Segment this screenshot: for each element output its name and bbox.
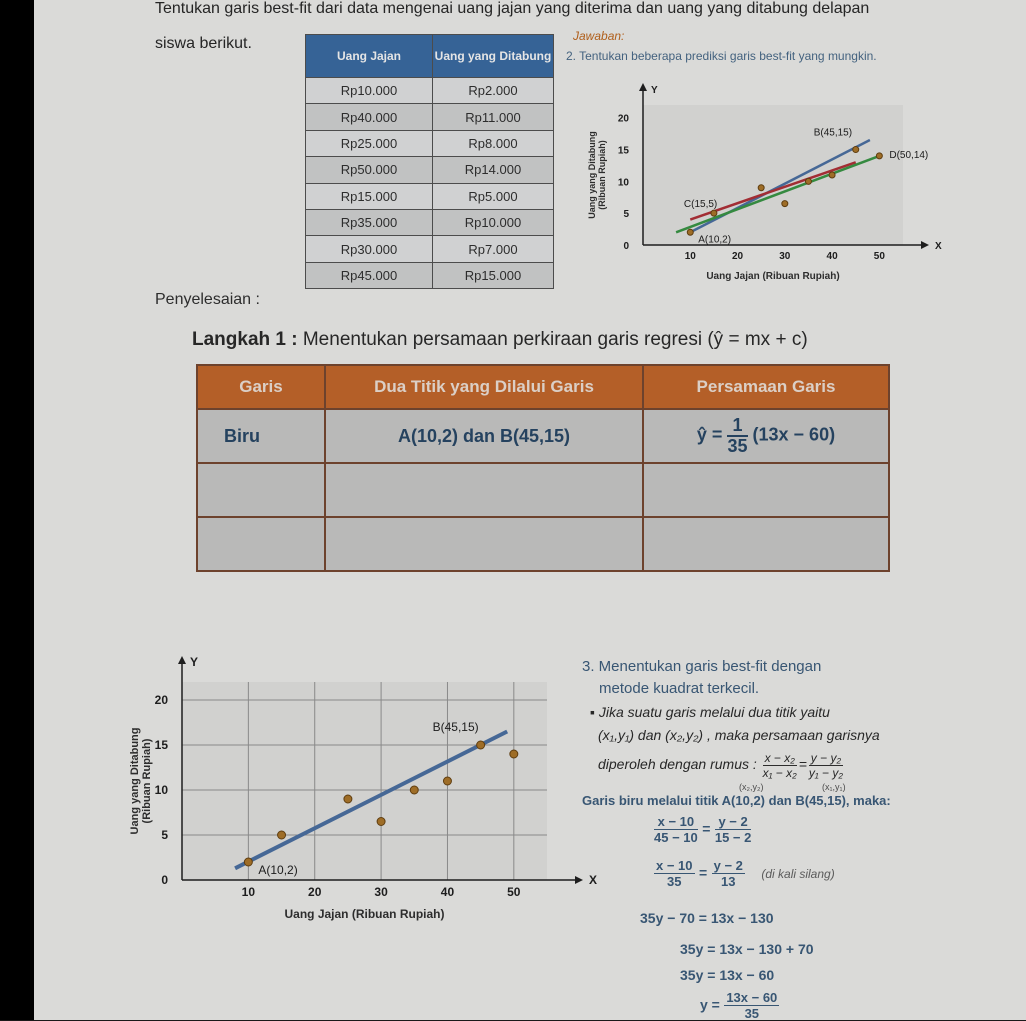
eq2-left-num: x − 10 xyxy=(656,858,693,873)
eq1-left-num: x − 10 xyxy=(654,814,698,830)
table-cell: Rp40.000 xyxy=(306,104,433,130)
table-cell: Rp50.000 xyxy=(306,157,433,183)
table-cell: Rp30.000 xyxy=(306,236,433,262)
x-tick-label: 40 xyxy=(440,885,455,899)
x-tick-label: 20 xyxy=(308,885,322,899)
formula-right-num: y − y₂ xyxy=(810,751,842,765)
y-axis-label-line1: Uang yang Ditabung xyxy=(129,727,141,835)
step1-bold: Langkah 1 : xyxy=(192,329,298,350)
eq2-right xyxy=(712,858,745,889)
x-axis-letter: X xyxy=(589,873,598,887)
y-axis-arrow xyxy=(178,656,186,664)
eq-fraction xyxy=(727,416,747,456)
table-cell xyxy=(643,463,889,517)
table-row xyxy=(197,409,889,463)
eq-prefix: ŷ = xyxy=(696,424,723,445)
table-cell: Rp10.000 xyxy=(306,78,433,104)
tag-x1y1: (x₁,y₁) xyxy=(822,782,846,792)
derivation-line-c: 35y = 13x − 60 xyxy=(680,967,775,983)
origin-label: 0 xyxy=(623,241,629,252)
table-cell: Rp35.000 xyxy=(306,209,433,235)
step3-title-line1: 3. Menentukan garis best-fit dengan xyxy=(582,658,822,675)
eq-num: 1 xyxy=(727,416,747,437)
x-tick-label: 10 xyxy=(684,251,696,262)
line-d-fraction xyxy=(724,990,779,1021)
y-tick-label: 10 xyxy=(617,177,629,189)
eq1-right xyxy=(715,814,752,845)
answer-label: Jawaban: xyxy=(573,29,625,43)
y-tick-label: 20 xyxy=(617,113,629,125)
step3-title xyxy=(582,656,821,700)
chart-best-fit-predictions xyxy=(585,66,950,286)
table-cell: Rp2.000 xyxy=(433,78,554,104)
chart-least-squares-line xyxy=(129,642,598,937)
table-row xyxy=(306,236,554,262)
table-cell: Rp15.000 xyxy=(306,183,433,209)
formula-right-den: y₁ − y₂ xyxy=(808,766,843,780)
eq2-right-den: 13 xyxy=(721,874,736,889)
step1-text: Menentukan persamaan perkiraan garis regresi (ŷ = mx + c) xyxy=(302,329,808,350)
regression-lines-table xyxy=(196,364,890,572)
header-dua-titik: Dua Titik yang Dilalui Garis xyxy=(325,365,643,409)
x-tick-label: 50 xyxy=(507,885,521,899)
y-axis-letter: Y xyxy=(190,655,199,669)
solution-label: Penyelesaian : xyxy=(155,291,260,308)
x-axis-letter: X xyxy=(935,241,942,252)
intro-text-line1: Tentukan garis best-fit dari data mengenai uang jajan yang diterima dan uang yang ditabung delapan xyxy=(155,0,870,17)
y-tick-label: 5 xyxy=(161,828,168,842)
table-row xyxy=(306,262,554,288)
table-cell xyxy=(643,517,889,571)
table-cell: Rp45.000 xyxy=(306,262,433,288)
silang-note: (di kali silang) xyxy=(761,866,835,881)
cell-two-points: A(10,2) dan B(45,15) xyxy=(325,409,643,463)
eq1-left xyxy=(654,814,698,845)
plot-area xyxy=(643,105,903,245)
line-d-num: 13x − 60 xyxy=(726,990,778,1005)
data-point xyxy=(687,229,693,235)
data-point xyxy=(853,147,859,153)
table-row xyxy=(306,209,554,235)
line-d-prefix: y = xyxy=(700,996,720,1013)
equation-1: $\frac{x - 10}{45 - 10}$ = $\frac{y - 2}{15 - 2}$ xyxy=(654,814,752,845)
y-axis-arrow xyxy=(639,83,647,91)
table-cell: Rp5.000 xyxy=(433,183,554,209)
savings-data-table xyxy=(305,34,554,289)
point-annotation: A(10,2) xyxy=(258,863,298,877)
point-annotation: C(15,5) xyxy=(683,199,718,211)
question-2-text: 2. Tentukan beberapa prediksi garis best-fit yang mungkin. xyxy=(566,49,877,63)
table-cell: Rp11.000 xyxy=(433,104,554,130)
tag-x2y2: (x₂,y₂) xyxy=(739,782,764,792)
header-uang-ditabung: Uang yang Ditabung xyxy=(433,35,554,78)
data-point xyxy=(278,831,286,839)
derivation-line-a: 35y − 70 = 13x − 130 xyxy=(640,910,774,926)
table-row xyxy=(306,104,554,130)
point-annotation: B(45,15) xyxy=(432,720,479,734)
plot-area xyxy=(182,682,547,880)
table-row xyxy=(306,157,554,183)
table-row xyxy=(306,78,554,104)
x-tick-label: 30 xyxy=(779,251,791,262)
y-axis-letter: Y xyxy=(651,85,658,96)
derivation-line-b: 35y = 13x − 130 + 70 xyxy=(680,941,814,957)
y-axis-label-line2: (Ribuan Rupiah) xyxy=(141,738,153,824)
formula-left-den: x₁ − x₂ xyxy=(762,766,797,780)
bullet-line1: ▪ Jika suatu garis melalui dua titik yaitu xyxy=(590,704,830,720)
table-cell: Rp7.000 xyxy=(433,236,554,262)
left-black-border xyxy=(0,0,34,1020)
eq1-left-den: 45 − 10 xyxy=(654,830,698,845)
x-tick-label: 10 xyxy=(241,885,256,899)
x-tick-label: 20 xyxy=(731,251,744,262)
header-uang-jajan: Uang Jajan xyxy=(306,35,433,78)
table-cell xyxy=(325,517,643,571)
x-tick-label: 50 xyxy=(873,251,885,262)
table-cell: Rp25.000 xyxy=(306,130,433,156)
point-annotation: A(10,2) xyxy=(698,234,732,246)
derivation-line-d xyxy=(700,990,779,1021)
step1-heading xyxy=(192,329,808,351)
data-point xyxy=(782,201,788,207)
data-point xyxy=(510,750,518,758)
y-tick-label: 15 xyxy=(617,145,629,157)
data-point xyxy=(244,858,252,866)
data-point xyxy=(443,777,451,785)
data-point xyxy=(829,172,835,178)
table-row xyxy=(197,463,889,517)
bullet-line3-text: diperoleh dengan rumus : xyxy=(598,756,757,773)
eq1-right-num: y − 2 xyxy=(715,814,752,830)
origin-label: 0 xyxy=(161,873,168,887)
x-tick-label: 30 xyxy=(374,885,388,899)
eq2-right-num: y − 2 xyxy=(713,858,743,873)
table-row xyxy=(306,183,554,209)
equation-2: $\frac{x - 10}{35}$ = $\frac{y - 2}{13}$ (di kali silang) xyxy=(656,858,835,889)
table-row xyxy=(197,517,889,571)
x-axis-label: Uang Jajan (Ribuan Rupiah) xyxy=(284,907,445,921)
eq-suffix: (13x − 60) xyxy=(752,424,836,445)
y-tick-label: 10 xyxy=(154,783,168,797)
table-cell: Rp15.000 xyxy=(433,262,554,288)
step3-title-line2: metode kuadrat terkecil. xyxy=(599,680,760,697)
header-garis: Garis xyxy=(197,365,325,409)
data-point xyxy=(344,795,352,803)
table-cell xyxy=(197,517,325,571)
table-cell xyxy=(325,463,643,517)
x-axis-arrow xyxy=(921,241,929,249)
data-point xyxy=(377,818,385,826)
formula-left-fraction xyxy=(763,751,797,780)
formula-right-fraction xyxy=(809,751,843,780)
point-annotation: B(45,15) xyxy=(813,127,853,139)
data-point xyxy=(876,153,882,159)
bullet-line2: (x₁,y₁) dan (x₂,y₂) , maka persamaan garisnya xyxy=(598,727,880,743)
cell-garis-biru: Biru xyxy=(197,409,325,463)
eq2-left xyxy=(654,858,695,889)
y-tick-label: 5 xyxy=(623,209,629,221)
data-point xyxy=(410,786,418,794)
table-row xyxy=(306,130,554,156)
y-axis-label-line1: Uang yang Ditabung xyxy=(587,131,597,219)
x-tick-label: 40 xyxy=(826,251,838,262)
table-cell: Rp10.000 xyxy=(433,209,554,235)
table-cell xyxy=(197,463,325,517)
y-tick-label: 20 xyxy=(154,693,168,707)
point-annotation: D(50,14) xyxy=(889,149,929,161)
formula-left-num: x − x₂ xyxy=(764,751,795,765)
bullet-line3: diperoleh dengan rumus : $\frac{\text{x − x₂}}{\text{x₁ − x₂}}$ = $\frac{\text{y − y₂}}{\text{y₁ − y₂}}$ xyxy=(598,751,843,780)
eq1-right-den: 15 − 2 xyxy=(714,830,752,845)
y-axis-label-line2: (Ribuan Rupiah) xyxy=(597,140,607,210)
x-axis-label: Uang Jajan (Ribuan Rupiah) xyxy=(706,271,840,282)
eq2-left-den: 35 xyxy=(667,874,682,889)
data-point xyxy=(805,178,811,184)
table-cell: Rp8.000 xyxy=(433,130,554,156)
cell-equation xyxy=(643,409,889,463)
header-persamaan: Persamaan Garis xyxy=(643,365,889,409)
garis-biru-text: Garis biru melalui titik A(10,2) dan B(45,15), maka: xyxy=(582,793,891,808)
data-point xyxy=(711,210,717,216)
intro-text-line2: siswa berikut. xyxy=(155,35,252,52)
table-cell: Rp14.000 xyxy=(433,157,554,183)
eq-den: 35 xyxy=(727,436,748,456)
line-d-den: 35 xyxy=(744,1006,760,1021)
data-point xyxy=(477,741,485,749)
data-point xyxy=(758,185,764,191)
y-tick-label: 15 xyxy=(154,738,168,752)
